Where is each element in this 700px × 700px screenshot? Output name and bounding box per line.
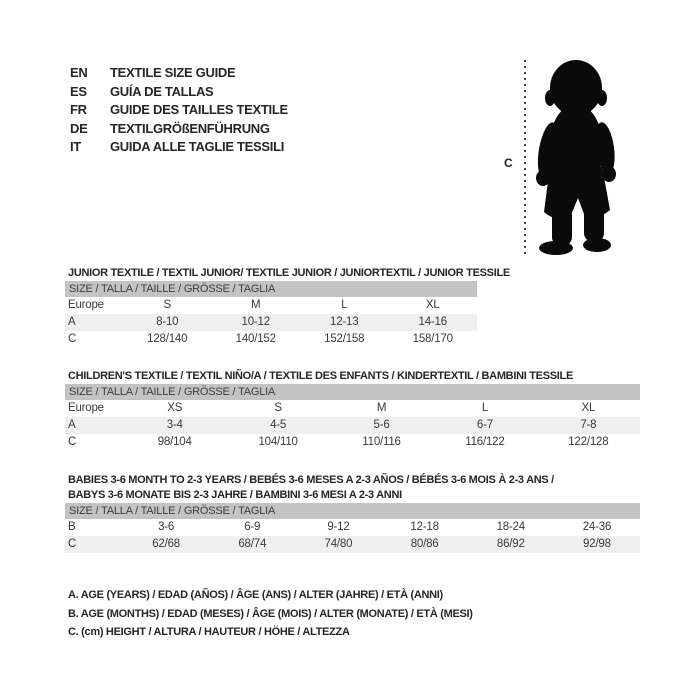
table-cell: 8-10 bbox=[156, 316, 179, 328]
table-cell: XL bbox=[425, 299, 440, 311]
table-cell: 5-6 bbox=[373, 419, 390, 431]
table-cell: 9-12 bbox=[327, 521, 350, 533]
table-cell: 158/170 bbox=[412, 333, 453, 345]
row-label: C bbox=[68, 538, 77, 550]
table-cell: 74/80 bbox=[324, 538, 353, 550]
language-title: GUIDE DES TAILLES TEXTILE bbox=[110, 102, 288, 118]
row-label: A bbox=[68, 316, 76, 328]
height-measure-label: C bbox=[504, 156, 513, 170]
row-label: Europe bbox=[68, 299, 104, 311]
legend-line: A. AGE (YEARS) / EDAD (AÑOS) / ÂGE (ANS) / ALTER (JAHRE) / ETÀ (ANNI) bbox=[68, 589, 443, 601]
language-code: ES bbox=[70, 83, 87, 99]
size-table-section bbox=[65, 473, 640, 553]
size-bar: SIZE / TALLA / TAILLE / GRÖSSE / TAGLIA bbox=[65, 281, 477, 297]
table-cell: 104/110 bbox=[258, 436, 298, 448]
legend-line: B. AGE (MONTHS) / EDAD (MESES) / ÂGE (MOIS) / ALTER (MONATE) / ETÀ (MESI) bbox=[68, 607, 473, 620]
table-cell: 62/68 bbox=[152, 538, 180, 550]
table-row bbox=[65, 331, 477, 348]
table-row bbox=[65, 400, 640, 417]
table-cell: 12-18 bbox=[410, 521, 439, 533]
table-cell: 10-12 bbox=[241, 316, 270, 328]
table-cell: 92/98 bbox=[583, 538, 611, 550]
table-cell: S bbox=[274, 402, 282, 414]
legend bbox=[68, 586, 473, 642]
table-cell: 140/152 bbox=[235, 333, 276, 345]
language-title: TEXTILE SIZE GUIDE bbox=[110, 65, 236, 80]
table-row bbox=[65, 434, 640, 451]
table-cell: 18-24 bbox=[496, 521, 525, 533]
table-cell: 110/116 bbox=[362, 436, 401, 448]
table-cell: 24-36 bbox=[582, 521, 612, 533]
language-list bbox=[70, 64, 288, 157]
table-row bbox=[65, 536, 640, 553]
size-table-section bbox=[65, 369, 640, 451]
table-cell: L bbox=[481, 402, 489, 414]
section-heading: BABYS 3-6 MONATE BIS 2-3 JAHRE / BAMBINI 3-6 MESI A 2-3 ANNI bbox=[68, 489, 402, 501]
table-cell: 122/128 bbox=[568, 436, 609, 448]
table-cell: 7-8 bbox=[580, 419, 597, 431]
table-cell: 116/122 bbox=[465, 436, 505, 448]
table-row bbox=[65, 519, 640, 536]
row-label: Europe bbox=[68, 402, 104, 414]
table-cell: 3-4 bbox=[166, 419, 183, 431]
language-row bbox=[70, 138, 288, 157]
size-bar: SIZE / TALLA / TAILLE / GRÖSSE / TAGLIA bbox=[65, 503, 640, 519]
table-cell: M bbox=[251, 299, 261, 311]
table-cell: 14-16 bbox=[418, 316, 447, 328]
table-cell: XL bbox=[581, 402, 596, 414]
table-cell: 98/104 bbox=[157, 436, 192, 448]
size-bar: SIZE / TALLA / TAILLE / GRÖSSE / TAGLIA bbox=[65, 384, 640, 400]
table-cell: 152/158 bbox=[324, 333, 365, 345]
row-label: B bbox=[68, 521, 76, 533]
table-cell: 68/74 bbox=[238, 538, 267, 550]
table-cell: L bbox=[341, 299, 348, 311]
section-heading: BABIES 3-6 MONTH TO 2-3 YEARS / BEBÉS 3-6 MESES A 2-3 AÑOS / BÉBÉS 3-6 MOIS À 2-3 ANS / bbox=[68, 474, 554, 486]
table-row bbox=[65, 417, 640, 434]
language-title: TEXTILGRÖßENFÜHRUNG bbox=[110, 120, 270, 136]
language-code: FR bbox=[70, 102, 87, 118]
table-cell: 12-13 bbox=[330, 316, 359, 328]
language-code: IT bbox=[70, 139, 81, 155]
language-code: DE bbox=[70, 120, 88, 136]
language-row bbox=[70, 101, 288, 120]
table-row bbox=[65, 297, 477, 314]
language-title: GUÍA DE TALLAS bbox=[110, 83, 214, 99]
table-cell: 6-7 bbox=[476, 419, 493, 431]
toddler-silhouette bbox=[534, 60, 617, 255]
size-table-section bbox=[65, 266, 510, 348]
language-code: EN bbox=[70, 65, 88, 80]
table-cell: 4-5 bbox=[270, 419, 287, 431]
language-row bbox=[70, 83, 288, 102]
language-row bbox=[70, 120, 288, 139]
table-cell: 86/92 bbox=[496, 538, 525, 550]
table-cell: 128/140 bbox=[147, 333, 188, 345]
table-row bbox=[65, 314, 477, 331]
row-label: C bbox=[68, 436, 77, 448]
toddler-silhouette-icon bbox=[500, 48, 660, 263]
table-cell: M bbox=[376, 402, 387, 414]
row-label: C bbox=[68, 333, 77, 345]
section-heading: JUNIOR TEXTILE / TEXTIL JUNIOR/ TEXTILE JUNIOR / JUNIORTEXTIL / JUNIOR TESSILE bbox=[68, 267, 510, 279]
legend-line: C. (cm) HEIGHT / ALTURA / HAUTEUR / HÖHE / ALTEZZA bbox=[68, 626, 350, 638]
figure-area bbox=[500, 48, 660, 263]
section-heading: CHILDREN'S TEXTILE / TEXTIL NIÑO/A / TEXTILE DES ENFANTS / KINDERTEXTIL / BAMBINI TESSILE bbox=[68, 370, 573, 382]
row-label: A bbox=[68, 419, 76, 431]
language-row bbox=[70, 64, 288, 83]
table-cell: S bbox=[163, 299, 171, 311]
table-cell: 6-9 bbox=[244, 521, 261, 533]
table-cell: 3-6 bbox=[158, 521, 175, 533]
language-title: GUIDA ALLE TAGLIE TESSILI bbox=[110, 139, 285, 155]
table-cell: 80/86 bbox=[410, 538, 439, 550]
table-cell: XS bbox=[167, 402, 183, 414]
